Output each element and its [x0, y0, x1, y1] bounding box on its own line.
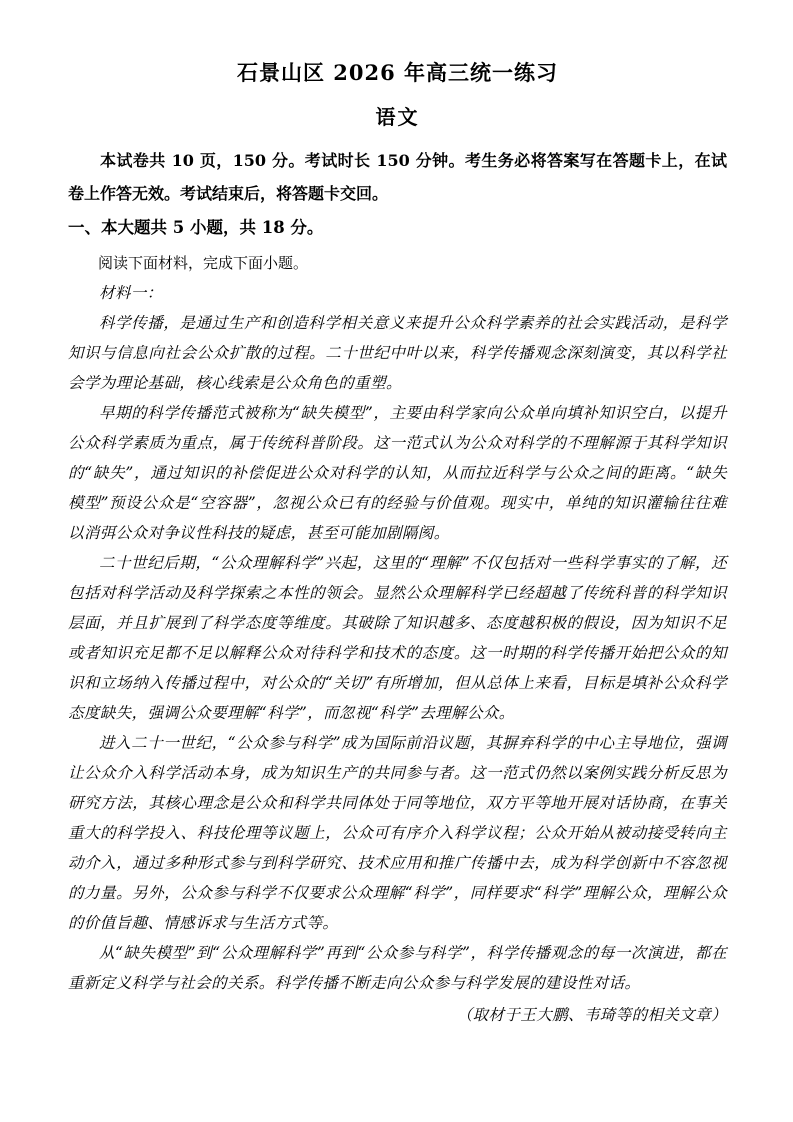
source-attribution: （取材于王大鹏、韦琦等的相关文章） [456, 1005, 727, 1024]
page-subtitle: 语文 [375, 105, 420, 130]
page-title: 石景山区 2026 年高三统一练习 [236, 60, 559, 85]
material-paragraph-5: 从“缺失模型”到“公众理解科学”再到“公众参与科学”，科学传播观念的每一次演进，都在重新定义科学与社会的关系。科学传播不断走向公众参与科学发展的建设性对话。 [68, 943, 727, 992]
material-paragraph-3: 二十世纪后期，“公众理解科学”兴起，这里的“理解”不仅包括对一些科学事实的了解，还包括对科学活动及科学探索之本性的领会。显然公众理解科学已经超越了传统科普的科学知识层面，并且扩展到了科学态度等维度。其破除了知识越多、态度越积极的假设，因为知识不足或者知识充足都不足以解释公众对待科学和技术的态度。这一时期的科学传播开始把公众的知识和立场纳入传播过程中，对公众的“关切”有所增加，但从总体上来看，目标是填补公众科学态度缺失，强调公众要理解“科学”，而忽视“科学”去理解公众。 [68, 553, 727, 722]
reading-prompt: 阅读下面材料，完成下面小题。 [98, 253, 309, 272]
material-one-label: 材料一： [99, 283, 163, 302]
material-paragraph-4: 进入二十一世纪，“公众参与科学”成为国际前沿议题，其摒弃科学的中心主导地位，强调让公众介入科学活动本身，成为知识生产的共同参与者。这一范式仍然以案例实践分析反思为研究方法，其核心理念是公众和科学共同体处于同等地位，双方平等地开展对话协商，在事关重大的科学投入、科技伦理等议题上，公众可有序介入科学议程；公众开始从被动接受转向主动介入，通过多种形式参与到科学研究、技术应用和推广传播中去，成为科学创新中不容忽视的力量。另外，公众参与科学不仅要求公众理解“科学”，同样要求“科学”理解公众，理解公众的价值旨趣、情感诉求与生活方式等。 [68, 733, 727, 932]
section-one-header: 一、本大题共 5 小题，共 18 分。 [68, 217, 324, 237]
exam-instructions: 本试卷共 10 页，150 分。考试时长 150 分钟。考生务必将答案写在答题卡上，在试卷上作答无效。考试结束后，将答题卡交回。 [68, 151, 727, 204]
material-paragraph-1: 科学传播，是通过生产和创造科学相关意义来提升公众科学素养的社会实践活动，是科学知识与信息向社会公众扩散的过程。二十世纪中叶以来，科学传播观念深刻演变，其以科学社会学为理论基础，核心线索是公众角色的重塑。 [68, 313, 727, 392]
material-paragraph-2: 早期的科学传播范式被称为“缺失模型”，主要由科学家向公众单向填补知识空白，以提升公众科学素质为重点，属于传统科普阶段。这一范式认为公众对科学的不理解源于其科学知识的“缺失”，通过知识的补偿促进公众对科学的认知，从而拉近科学与公众之间的距离。“缺失模型”预设公众是“空容器”，忽视公众已有的经验与价值观。现实中，单纯的知识灌输往往难以消弭公众对争议性科技的疑虑，甚至可能加剧隔阂。 [68, 403, 727, 542]
